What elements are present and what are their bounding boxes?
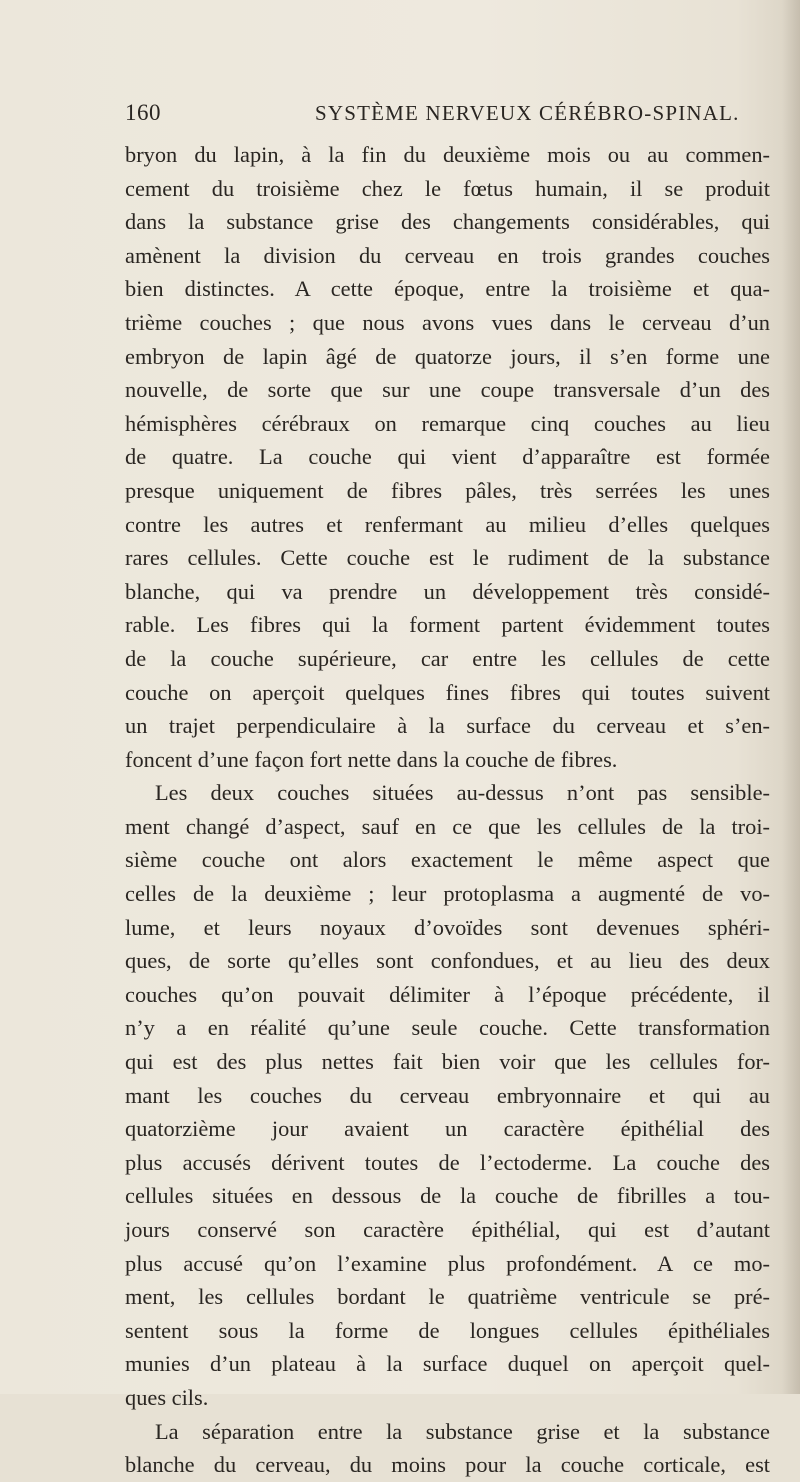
text-line: n’y a en réalité qu’une seule couche. Cette transformation (125, 1015, 770, 1041)
text-line: sième couche ont alors exactement le même aspect que (125, 847, 770, 873)
text-line: rares cellules. Cette couche est le rudiment de la substance (125, 545, 770, 571)
text-line: plus accusé qu’on l’examine plus profondément. A ce mo- (125, 1250, 770, 1276)
text-line: couches qu’on pouvait délimiter à l’époque précédente, il (125, 981, 770, 1007)
text-line: couche on aperçoit quelques fines fibres qui toutes suivent (125, 679, 770, 705)
text-line: blanche du cerveau, du moins pour la couche corticale, est (125, 1452, 770, 1478)
text-line: de quatre. La couche qui vient d’apparaître est formée (125, 444, 770, 470)
body-text (125, 138, 770, 1482)
page-header (125, 100, 765, 130)
text-line: rable. Les fibres qui la forment partent évidemment toutes (125, 612, 770, 638)
text-line: qui est des plus nettes fait bien voir que les cellules for- (125, 1049, 770, 1075)
text-line: bryon du lapin, à la fin du deuxième mois ou au commen- (125, 142, 770, 167)
text-line: jours conservé son caractère épithélial, qui est d’autant (125, 1217, 770, 1242)
text-line: nouvelle, de sorte que sur une coupe transversale d’un des (125, 377, 770, 403)
text-line: cellules situées en dessous de la couche de fibrilles a tou- (125, 1183, 770, 1209)
text-line: contre les autres et renfermant au milieu d’elles quelques (125, 511, 770, 537)
text-line: quatorzième jour avaient un caractère épithélial des (125, 1116, 770, 1142)
text-line: blanche, qui va prendre un développement très considé- (125, 578, 770, 604)
text-line: ment changé d’aspect, sauf en ce que les cellules de la troi- (125, 813, 770, 839)
text-line: un trajet perpendiculaire à la surface du cerveau et s’en- (125, 713, 770, 739)
text-line: ques cils. (125, 1384, 209, 1410)
text-line: presque uniquement de fibres pâles, très serrées les unes (125, 477, 770, 503)
text-line: dans la substance grise des changements considérables, qui (125, 209, 770, 235)
text-line: plus accusés dérivent toutes de l’ectoderme. La couche des (125, 1149, 770, 1175)
text-line: de la couche supérieure, car entre les cellules de cette (125, 645, 770, 671)
text-line: embryon de lapin âgé de quatorze jours, il s’en forme une (125, 343, 770, 369)
text-line: celles de la deuxième ; leur protoplasma a augmenté de vo- (125, 881, 770, 907)
text-line: amènent la division du cerveau en trois grandes couches (125, 242, 770, 268)
text-line: ques, de sorte qu’elles sont confondues, et au lieu des deux (125, 948, 770, 974)
running-head: SYSTÈME NERVEUX CÉRÉBRO-SPINAL. (315, 101, 740, 125)
text-line: hémisphères cérébraux on remarque cinq couches au lieu (125, 410, 770, 436)
text-line: sentent sous la forme de longues cellules épithéliales (125, 1317, 770, 1343)
page-edge-shadow (782, 0, 800, 1394)
text-line: mant les couches du cerveau embryonnaire et qui au (125, 1082, 770, 1108)
text-line: cement du troisième chez le fœtus humain, il se produit (125, 175, 770, 201)
text-line: lume, et leurs noyaux d’ovoïdes sont devenues sphéri- (125, 914, 770, 940)
text-line: bien distinctes. A cette époque, entre la troisième et qua- (125, 276, 770, 302)
text-line: foncent d’une façon fort nette dans la couche de fibres. (125, 746, 618, 772)
text-line: munies d’un plateau à la surface duquel on aperçoit quel- (125, 1351, 770, 1377)
text-line: Les deux couches situées au-dessus n’ont pas sensible- (155, 780, 770, 806)
text-line: trième couches ; que nous avons vues dans le cerveau d’un (125, 309, 770, 335)
text-line: La séparation entre la substance grise et la substance (155, 1418, 770, 1444)
page-number: 160 (125, 100, 161, 125)
text-line: ment, les cellules bordant le quatrième ventricule se pré- (125, 1284, 770, 1310)
